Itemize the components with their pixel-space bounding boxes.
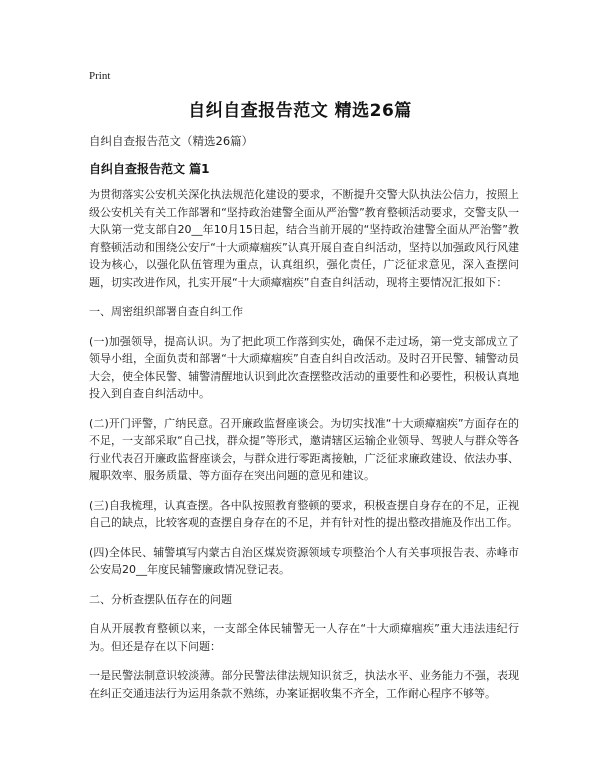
- paragraph-3: (三)自我梳理，认真查摆。各中队按照教育整顿的要求，积极查摆自身存在的不足，正视自己的缺点，比较客观的查摆自身存在的不足，并有针对性的提出整改措施及作出工作。: [89, 498, 519, 529]
- document-title: 自纠自查报告范文 精选26篇: [188, 101, 412, 121]
- paragraph-5: 自从开展教育整顿以来，一支部全体民辅警无一人存在“十大顽瘴痼疾”重大违法违纪行为。但还是存在以下问题：: [89, 622, 519, 653]
- paragraph-2: (二)开门评警，广纳民意。召开廉政监督座谈会。为切实找准“十大顽瘴痼疾”方面存在的不足，一支部采取“自己找，群众提”等形式，邀请辖区运输企业领导、驾驶人与群众等各行业代表召开廉政监督座谈会，与群众进行零距离接触，广泛征求廉政建设、依法办事、履职效率、服务质量、等方面存在突出问题的意见和建议。: [89, 416, 519, 482]
- section-title: 自纠自查报告范文 篇1: [89, 162, 210, 176]
- document-subtitle: 自纠自查报告范文（精选26篇）: [89, 134, 254, 148]
- section-heading-1: 一、周密组织部署自查自纠工作: [89, 305, 243, 318]
- intro-paragraph: 为贯彻落实公安机关深化执法规范化建设的要求，不断提升交警大队执法公信力，按照上级公安机关有关工作部署和“坚持政治建警全面从严治警”教育整顿活动要求，交警支队一大队第一党支部自20__年10月15日起，结合当前开展的“坚持政治建警全面从严治警”教育整顿活动和围绕公安厅“十大顽瘴痼疾”认真开展自查自纠活动，坚持以加强政风行风建设为核心，以强化队伍管理为重点，认真组织，强化责任，广泛征求意见，深入查摆问题，切实改进作风，扎实开展“十大顽瘴痼疾”自查自纠活动，现将主要情况汇报如下：: [89, 188, 519, 289]
- print-link[interactable]: Print: [89, 70, 111, 82]
- paragraph-6: 一是民警法制意识较淡薄。部分民警法律法规知识贫乏，执法水平、业务能力不强，表现在纠正交通违法行为运用条款不熟练，办案证据收集不齐全，工作耐心程序不够等。: [89, 669, 519, 700]
- section-heading-2: 二、分析查摆队伍存在的问题: [89, 592, 232, 606]
- paragraph-1: (一)加强领导，提高认识。为了把此项工作落到实处，确保不走过场，第一党支部成立了领导小组，全面负责和部署“十大顽瘴痼疾”自查自纠自改活动。及时召开民警、辅警动员大会，使全体民警、辅警清醒地认识到此次查摆整改活动的重要性和必要性，积极认真地投入到自查自纠活动中。: [89, 334, 519, 400]
- document-body: [89, 186, 519, 714]
- paragraph-4: (四)全体民、辅警填写内蒙古自治区煤炭资源领域专项整治个人有关事项报告表、赤峰市公安局20__年度民辅警廉政情况登记表。: [89, 545, 519, 576]
